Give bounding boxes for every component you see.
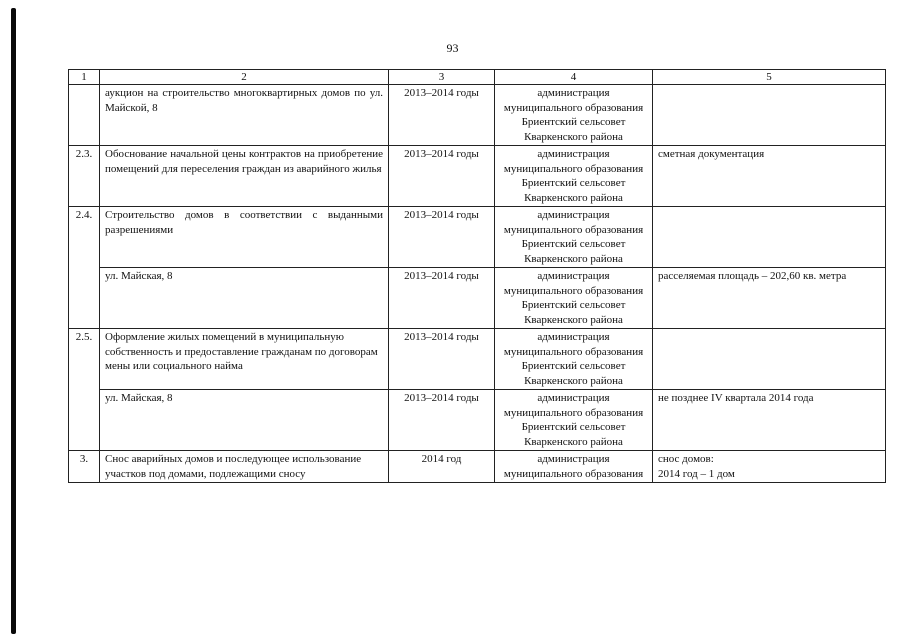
header-row (69, 70, 886, 85)
row-executor: администрация муниципального образования Бриентский сельсовет Кваркенского района (495, 207, 653, 268)
row-executor: администрация муниципального образования Бриентский сельсовет Кваркенского района (495, 390, 653, 451)
row-number (69, 268, 100, 329)
header-col-2: 2 (100, 70, 389, 85)
row-number (69, 85, 100, 146)
row-note: расселяемая площадь – 202,60 кв. метра (653, 268, 886, 329)
row-description: Строительство домов в соответствии с выданными разрешениями (100, 207, 389, 268)
header-col-5: 5 (653, 70, 886, 85)
row-period: 2013–2014 годы (389, 85, 495, 146)
table-row (69, 451, 886, 483)
row-description: Снос аварийных домов и последующее использование участков под домами, подлежащими сносу (100, 451, 389, 483)
row-executor: администрация муниципального образования Бриентский сельсовет Кваркенского района (495, 146, 653, 207)
row-number: 2.5. (69, 329, 100, 390)
row-period: 2013–2014 годы (389, 390, 495, 451)
row-period: 2013–2014 годы (389, 268, 495, 329)
row-note: сметная документация (653, 146, 886, 207)
row-note (653, 85, 886, 146)
row-period: 2013–2014 годы (389, 329, 495, 390)
row-note: не позднее IV квартала 2014 года (653, 390, 886, 451)
row-period: 2013–2014 годы (389, 146, 495, 207)
program-table (68, 69, 886, 483)
row-executor: администрация муниципального образования (495, 451, 653, 483)
row-executor: администрация муниципального образования Бриентский сельсовет Кваркенского района (495, 85, 653, 146)
table-row (69, 390, 886, 451)
row-note (653, 207, 886, 268)
row-period: 2013–2014 годы (389, 207, 495, 268)
row-note: снос домов: 2014 год – 1 дом (653, 451, 886, 483)
row-description: Оформление жилых помещений в муниципальную собственность и предоставление гражданам по договорам мены или социального найма (100, 329, 389, 390)
header-col-1: 1 (69, 70, 100, 85)
scan-edge-mark (11, 8, 16, 634)
row-executor: администрация муниципального образования Бриентский сельсовет Кваркенского района (495, 329, 653, 390)
table-row (69, 268, 886, 329)
header-col-4: 4 (495, 70, 653, 85)
table-row (69, 146, 886, 207)
row-number: 2.3. (69, 146, 100, 207)
table-row (69, 329, 886, 390)
row-description: ул. Майская, 8 (100, 390, 389, 451)
table-row (69, 207, 886, 268)
header-col-3: 3 (389, 70, 495, 85)
row-description: Обоснование начальной цены контрактов на приобретение помещений для переселения граждан из аварийного жилья (100, 146, 389, 207)
row-number: 2.4. (69, 207, 100, 268)
row-number (69, 390, 100, 451)
row-number: 3. (69, 451, 100, 483)
table-row (69, 85, 886, 146)
row-note (653, 329, 886, 390)
row-executor: администрация муниципального образования Бриентский сельсовет Кваркенского района (495, 268, 653, 329)
row-period: 2014 год (389, 451, 495, 483)
row-description: аукцион на строительство многоквартирных домов по ул. Майской, 8 (100, 85, 389, 146)
row-description: ул. Майская, 8 (100, 268, 389, 329)
page-number: 93 (446, 41, 459, 55)
